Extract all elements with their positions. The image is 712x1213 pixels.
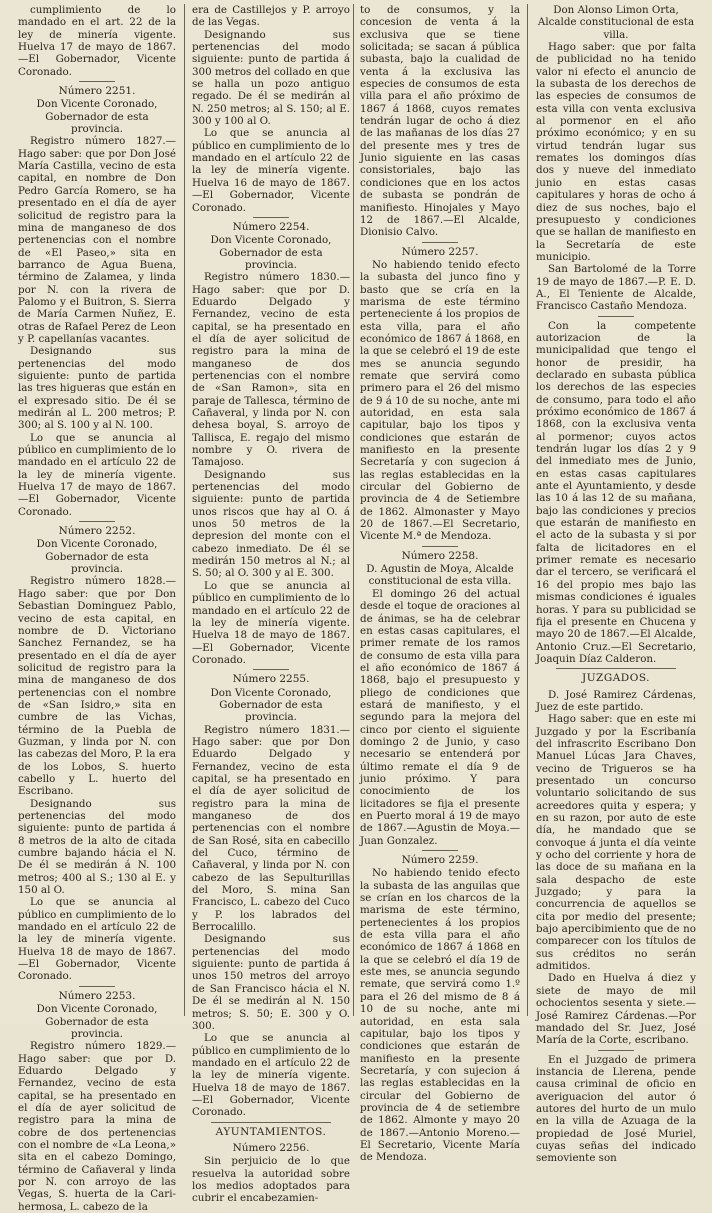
notice-number-heading: Número 2255. (232, 673, 310, 686)
section-divider (556, 668, 676, 669)
notice-paragraph: Lo que se anuncia al público en cumplimiento de lo mandado en el artículo 22 de la ley de minería vigente. Huelva 16 de mayo de 1867.—El Gobernador, Vicente Coronado. (192, 127, 350, 214)
section-divider (79, 521, 115, 522)
column-rule (184, 4, 185, 1016)
notice-paragraph: En el Juzgado de primera instancia de Llerena, pende causa criminal de oficio en averiguacion del autor ó autores del hurto de un mulo en la villa de Azuaga de la propiedad de José Muriel, cuyas señas del indicado semoviente son (536, 1053, 696, 1165)
notice-paragraph: Hago saber: que por falta de publicidad no ha tenido valor ni efecto el anuncio de la subasta de los derechos de las especies de consumos de esta villa con venta exclusiva al pormenor en el año próximo económico; y en su virtud tendrán lugar sus remates los domingos días dos y nueve del inmediato junio en estas casas capitulares y horas de ocho á diez de sus noches, bajo el presupuesto y condiciones que se hallan de manifiesto en la Secretaría de este municipio. (536, 41, 696, 263)
column-3 (360, 4, 520, 1164)
notice-paragraph: Hago saber: que en este mi Juzgado y por la Escribanía del infrascrito Escribano Don Manuel Lúcas Jara Chaves, vecino de Trigueros se ha presentado un concurso voluntario solicitando de sus acreedores quita y espera; y en su razon, por auto de este día, he mandado que se convoque á junta el día veinte y ocho del corriente y hora de las doce de su mañana en la sala despacho de este Juzgado; y para la concurrencia de aquellos se cita por medio del presente; bajo apercibimiento que de no comparecer con los títulos de sus créditos no serán admitidos. (536, 713, 696, 973)
notice-paragraph: Sin perjuicio de lo que resuelva la autoridad sobre los medios adoptados para cubrir el encabezamien- (192, 1155, 350, 1205)
column-rule (527, 4, 528, 1016)
notice-paragraph: D. José Ramirez Cárdenas, Juez de este partido. (536, 688, 696, 713)
section-divider (422, 850, 458, 851)
notice-paragraph: No habiendo tenido efecto la subasta de las anguilas que se crían en los charcos de la marisma de este término, pertenecientes á los propios de esta villa para el año económico de 1867 á 1868 en la que se celebró el día 19 de este mes, se anuncia segundo remate, que servirá como 1.º para el 26 del mismo de 8 á 10 de su noche, ante mi autoridad, en esta sala capitular, bajo los tipos y condiciones que estarán de manifiesto en la presente Secretaría, y con sujecion á las reglas establecidas en la circular del Gobierno de provincia de 4 de setiembre de 1862. Almonte y mayo 20 de 1867.—Antonio Moreno.—El Secretario, Vicente María de Mendoza. (360, 867, 520, 1164)
section-divider (422, 546, 458, 547)
notice-paragraph: Lo que se anuncia al público en cumplimiento de lo mandado en el artículo 22 de la ley de minería vigente. Huelva 18 de mayo de 1867.—El Gobernador, Vicente Coronado. (18, 896, 176, 983)
section-divider (253, 217, 289, 218)
official-title: Don Vicente Coronado, Gobernador de esta provincia. (36, 1003, 158, 1040)
notice-paragraph: Designando sus pertenencias del modo siguiente: punto de partida á 300 metros del collado en que se halla un pozo antiguo regado. De él se medirán al N. 250 metros; al S. 150; al E. 300 y 100 al O. (192, 28, 350, 128)
notice-paragraph: Designando sus pertenencias del modo siguiente: punto de partida unos riscos que hay al O. á unos 50 metros de la depresion del monte con el cabezo inmediato. De él se medirán 150 metros al N.; al S. 50; al O. 300 y al E. 300. (192, 468, 350, 580)
official-title: Don Vicente Coronado, Gobernador de esta provincia. (36, 538, 158, 576)
notice-number-heading: Número 2256. (232, 1141, 310, 1154)
section-divider (79, 81, 115, 82)
notice-number-heading: Número 2259. (401, 854, 479, 867)
notice-number-heading: Número 2258. (401, 549, 479, 562)
column-1 (18, 4, 176, 1213)
notice-paragraph: cumplimiento de lo mandado en el art. 22 de la ley de minería vigente. Huelva 17 de mayo de 1867.—El Gobernador, Vicente Coronado. (18, 4, 176, 78)
official-title: Don Vicente Coronado, Gobernador de esta provincia. (36, 98, 158, 136)
notice-paragraph: Registro número 1830.—Hago saber: que por D. Eduardo Delgado y Fernandez, vecino de esta capital, se ha presentado en el día de ayer solicitud de registro para la mina de manganeso de dos pertenencias con el nombre de «San Ramon», sita en paraje de Tallesca, término de Cañaveral, y linda por N. con dehesa boyal, S. arroyo de Tallisca, E. regajo del mismo nombre y O. rivera de Tamajoso. (192, 271, 350, 469)
notice-number-heading: Número 2254. (232, 220, 310, 233)
notice-paragraph: Con la competente autorizacion de la municipalidad que tengo el honor de presidir, ha declarado en subasta pública los derechos de las especies de consumo, para todo el año próximo económico de 1867 á 1868, con la exclusiva venta al pormenor; cuyos actos tendrán lugar los días 2 y 9 del inmediato mes de Junio, en estas casas capitulares ante el Ayuntamiento, y desde las 10 á las 12 de su mañana, bajo las condiciones y precios que estarán de manifiesto en el acto de la subasta y si por falta de licitadores en el primer remate es necesario dar el tercero, se verificará el 16 del propio mes bajo las mismas condiciones é iguales horas. Y para su publicidad se fija el presente en Chucena y mayo 20 de 1867.—El Alcalde, Antonio Cruz.—El Secretario, Joaquin Díaz Calderon. (536, 319, 696, 665)
notice-paragraph: Registro número 1827.—Hago saber: que por Don José María Castilla, vecino de esta capital, en nombre de Don Pedro García Romero, se ha presentado en el día de ayer solicitud de registro para la mina de manganeso de dos pertenencias con el nombre de «El Paseo,» sita en barranco de Agua Buena, término de Zalamea, y linda por N. con la rivera de Palomo y el Buitron, S. Sierra de María Carmen Nuñez, E. otras de Rafael Perez de Leon y P. capellanías vacantes. (18, 135, 176, 345)
notice-paragraph: San Bartolomé de la Torre 19 de mayo de 1867.—P. E. D. A., El Teniente de Alcalde, Francisco Castaño Mendoza. (536, 263, 696, 313)
official-title: D. Agustin de Moya, Alcalde constitucional de esta villa. (366, 563, 514, 588)
notice-paragraph: Lo que se anuncia al público en cumplimiento de lo mandado en el artículo 22 de la ley de minería vigente. Huelva 18 de mayo de 1867.—El Gobernador, Vicente Coronado. (192, 1032, 350, 1119)
notice-paragraph: Designando sus pertenencias del modo siguiente: punto de partida las tres higueras que están en el expresado sitio. De él se medirán al L. 200 metros; P. 300; al S. 100 y al N. 100. (18, 345, 176, 432)
notice-paragraph: El domingo 26 del actual desde el toque de oraciones al de ánimas, se ha de celebrar en estas casas capitulares, el primer remate de los ramos de consumo de esta villa para el año económico de 1867 á 1868, bajo el presupuesto y pliego de condiciones que estará de manifiesto, y el segundo para la mejora del cinco por ciento el siguiente domingo 2 de Junio, y caso necesario se entenderá por último remate el día 9 de junio próximo. Y para conocimiento de los licitadores se fija el presente en Puerto moral á 19 de mayo de 1867.—Agustin de Moya.—Juan Gonzalez. (360, 587, 520, 847)
section-divider (598, 1050, 634, 1051)
notice-paragraph: Registro número 1829.—Hago saber: que por D. Eduardo Delgado y Fernandez, vecino de esta capital, se ha presentado en el día de ayer solicitud de registro para la mina de cobre de dos pertenencias con el nombre de «La Leona,» sita en el cabezo Domingo, término de Cañaveral y linda por N. con arroyo de las Vegas, S. huerta de la Cari-hermosa, L. cabezo de la (18, 1040, 176, 1213)
section-divider (598, 316, 634, 317)
section-divider (253, 669, 289, 670)
notice-number-heading: Número 2251. (58, 85, 136, 98)
notice-paragraph: era de Castillejos y P. arroyo de las Vegas. (192, 4, 350, 29)
section-divider (211, 1122, 331, 1123)
notice-paragraph: Lo que se anuncia al público en cumplimiento de lo mandado en el artículo 22 de la ley de minería vigente. Huelva 17 de mayo de 1867.—El Gobernador, Vicente Coronado. (18, 431, 176, 518)
notice-paragraph: Designando sus pertenencias del modo siguiente: punto de partida á unos 150 metros del arroyo de San Francisco hácia el N. De él se medirán al N. 150 metros; S. 50; E. 300 y O. 300. (192, 933, 350, 1032)
official-title: Don Vicente Coronado, Gobernador de esta provincia. (210, 686, 332, 724)
notice-paragraph: No habiendo tenido efecto la subasta del junco fino y basto que se cría en la marisma de este término perteneciente á los propios de esta villa, para el año económico de 1867 á 1868, en la que se celebró el 19 de este mes se anuncia segundo remate que servirá como primero para el 26 del mismo de 9 á 10 de su noche, ante mi autoridad, en esta sala capitular, bajo los tipos y condiciones que estarán de manifiesto en la presente Secretaría y con sugecion á las reglas establecidas en la circular del Gobierno de provincia de 4 de Setiembre de 1862. Almonaster y Mayo 20 de 1867.—El Secretario, Vicente M.ª de Mendoza. (360, 258, 520, 543)
section-heading: AYUNTAMIENTOS. (215, 1125, 327, 1138)
notice-number-heading: Número 2257. (401, 245, 479, 258)
notice-paragraph: Lo que se anuncia al público en cumplimiento de lo mandado en el artículo 22 de la ley de minería vigente. Huelva 18 de mayo de 1867.—El Gobernador, Vicente Coronado. (192, 579, 350, 666)
notice-number-heading: Número 2252. (58, 525, 136, 538)
column-4 (536, 4, 696, 1165)
notice-paragraph: Registro número 1831.—Hago saber: que por Don Eduardo Delgado y Fernandez, vecino de esta capital, se ha presentado en el día de ayer solicitud de registro para la mina de manganeso de dos pertenencias con el nombre de San Rosé, sita en cabecillo del Cuco, término de Cañaveral, y linda por N. con cabezo de las Sepulturillas del Moro, S. mina San Francisco, L. cabezo del Cuco y P. los labrados del Berrocalillo. (192, 723, 350, 934)
official-title: Don Vicente Coronado, Gobernador de esta provincia. (210, 234, 332, 271)
column-rule (353, 4, 354, 1016)
notice-paragraph: Designando sus pertenencias del modo siguiente: punto de partida á 8 metros de la alto de citada cumbre bajando hácia el N. De él se medirán á N. 100 metros; 400 al S.; 130 al E. y 150 al O. (18, 797, 176, 897)
notice-paragraph: Registro número 1828.—Hago saber: que por Don Sebastian Dominguez Pablo, vecino de esta capital, en nombre de D. Victoriano Sanchez Fernandez, se ha presentado en el día de ayer solicitud de registro para la mina de manganeso de dos pertenencias con el nombre de «San Isidro,» sita en cumbre de las Vichas, término de la Puebla de Guzman, y linda por N. con las cabezas del Moro, P. la era de los Lobos, S. huerto cabello y L. huerto del Escribano. (18, 575, 176, 798)
notice-paragraph: Dado en Huelva á diez y siete de mayo de mil ochocientos sesenta y siete.—José Ramirez Cárdenas.—Por mandado del Sr. Juez, José María de la Corte, escribano. (536, 972, 696, 1047)
notice-paragraph: to de consumos, y la concesion de venta á la exclusiva que se tiene solicitada; se sacan á pública subasta, bajo la cualidad de venta á la exclusiva las especies de consumos de esta villa para el año próximo de 1867 á 1868, cuyos remates tendrán lugar de ocho á diez de las mañanas de los días 27 del presente mes y tres de Junio siguiente en las casas consistoriales, bajo las condiciones que en los actos de subasta se pondrán de manifiesto. Hinojales y Mayo 12 de 1867.—El Alcalde, Dionisio Calvo. (360, 4, 520, 239)
section-divider (422, 242, 458, 243)
official-title: Don Alonso Limon Orta, Alcalde constitucional de esta villa. (537, 4, 695, 41)
section-heading: JUZGADOS. (581, 672, 650, 685)
column-2 (192, 4, 350, 1205)
notice-number-heading: Número 2253. (58, 989, 136, 1002)
section-divider (79, 986, 115, 987)
